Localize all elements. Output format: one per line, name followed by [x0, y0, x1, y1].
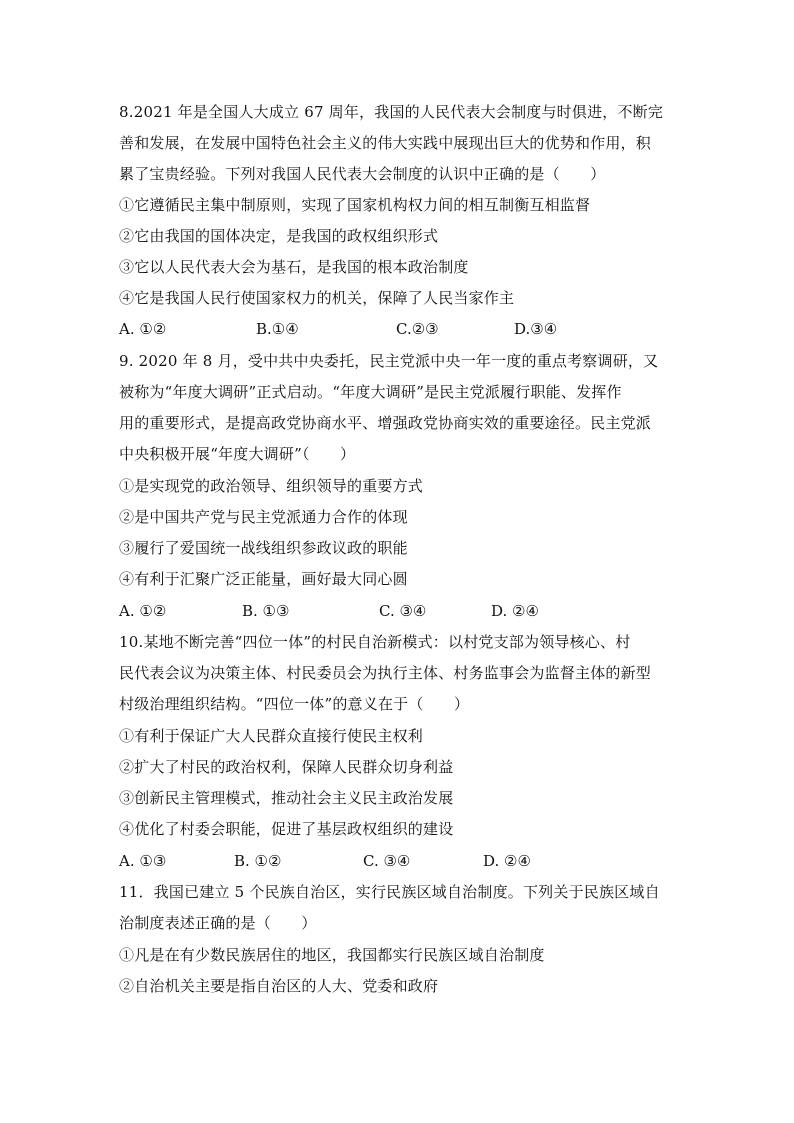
q10-stem-line-1: 10.某地不断完善“四位一体”的村民自治新模式：以村党支部为领导核心、村	[119, 633, 631, 651]
q8-stem-line-2: 善和发展，在发展中国特色社会主义的伟大实践中展现出巨大的优势和作用，积	[119, 134, 652, 152]
q8-option-c: C.②③	[396, 320, 439, 338]
q8-statement-2: ②它由我国的国体决定，是我国的政权组织形式	[119, 227, 439, 245]
q9-statement-3: ③履行了爱国统一战线组织参政议政的职能	[119, 539, 408, 557]
q8-option-b: B.①④	[256, 320, 299, 338]
q10-stem-line-2: 民代表会议为决策主体、村民委员会为执行主体、村务监事会为监督主体的新型	[119, 664, 652, 682]
q9-option-b: B. ①③	[242, 602, 290, 620]
q10-stem-line-3: 村级治理组织结构。“四位一体”的意义在于（ ）	[119, 695, 470, 713]
q9-option-d: D. ②④	[491, 602, 539, 620]
q8-statement-4: ④它是我国人民行使国家权力的机关，保障了人民当家作主	[119, 289, 515, 307]
q9-stem-line-4: 中央积极开展“年度大调研”（ ）	[119, 445, 356, 463]
q10-statement-2: ②扩大了村民的政治权利，保障人民群众切身利益	[119, 758, 454, 776]
q9-statement-1: ①是实现党的政治领导、组织领导的重要方式	[119, 477, 424, 495]
q8-statement-3: ③它以人民代表大会为基石，是我国的根本政治制度	[119, 258, 469, 276]
q9-stem-line-2: 被称为“年度大调研”正式启动。“年度大调研”是民主党派履行职能、发挥作	[119, 383, 622, 401]
q11-statement-2: ②自治机关主要是指自治区的人大、党委和政府	[119, 977, 439, 995]
q8-stem-line-3: 累了宝贵经验。下列对我国人民代表大会制度的认识中正确的是（ ）	[119, 165, 606, 183]
q8-option-a: A. ①②	[119, 320, 167, 338]
q10-option-b: B. ①②	[234, 852, 282, 870]
q11-stem-line-2: 治制度表述正确的是（ ）	[119, 914, 317, 932]
q10-statement-4: ④优化了村委会职能，促进了基层政权组织的建设	[119, 820, 454, 838]
q11-statement-1: ①凡是在有少数民族居住的地区，我国都实行民族区域自治制度	[119, 946, 545, 964]
q8-option-d: D.③④	[514, 320, 558, 338]
q9-option-a: A. ①②	[119, 602, 167, 620]
q10-option-a: A. ①③	[119, 852, 167, 870]
q8-stem-line-1: 8.2021 年是全国人大成立 67 周年，我国的人民代表大会制度与时俱进，不断完	[119, 103, 664, 121]
q9-option-c: C. ③④	[379, 602, 427, 620]
q10-option-d: D. ②④	[483, 852, 531, 870]
q10-option-c: C. ③④	[363, 852, 411, 870]
q11-stem-line-1: 11．我国已建立 5 个民族自治区，实行民族区域自治制度。下列关于民族区域自	[119, 883, 660, 901]
q8-statement-1: ①它遵循民主集中制原则，实现了国家机构权力间的相互制衡互相监督	[119, 196, 591, 214]
q10-statement-1: ①有利于保证广大人民群众直接行使民主权利	[119, 727, 424, 745]
q9-statement-4: ④有利于汇聚广泛正能量，画好最大同心圆	[119, 570, 408, 588]
q9-statement-2: ②是中国共产党与民主党派通力合作的体现	[119, 508, 408, 526]
q10-statement-3: ③创新民主管理模式，推动社会主义民主政治发展	[119, 789, 454, 807]
q9-stem-line-1: 9. 2020 年 8 月，受中共中央委托，民主党派中央一年一度的重点考察调研，又	[119, 352, 659, 370]
q9-stem-line-3: 用的重要形式，是提高政党协商水平、增强政党协商实效的重要途径。民主党派	[119, 414, 652, 432]
